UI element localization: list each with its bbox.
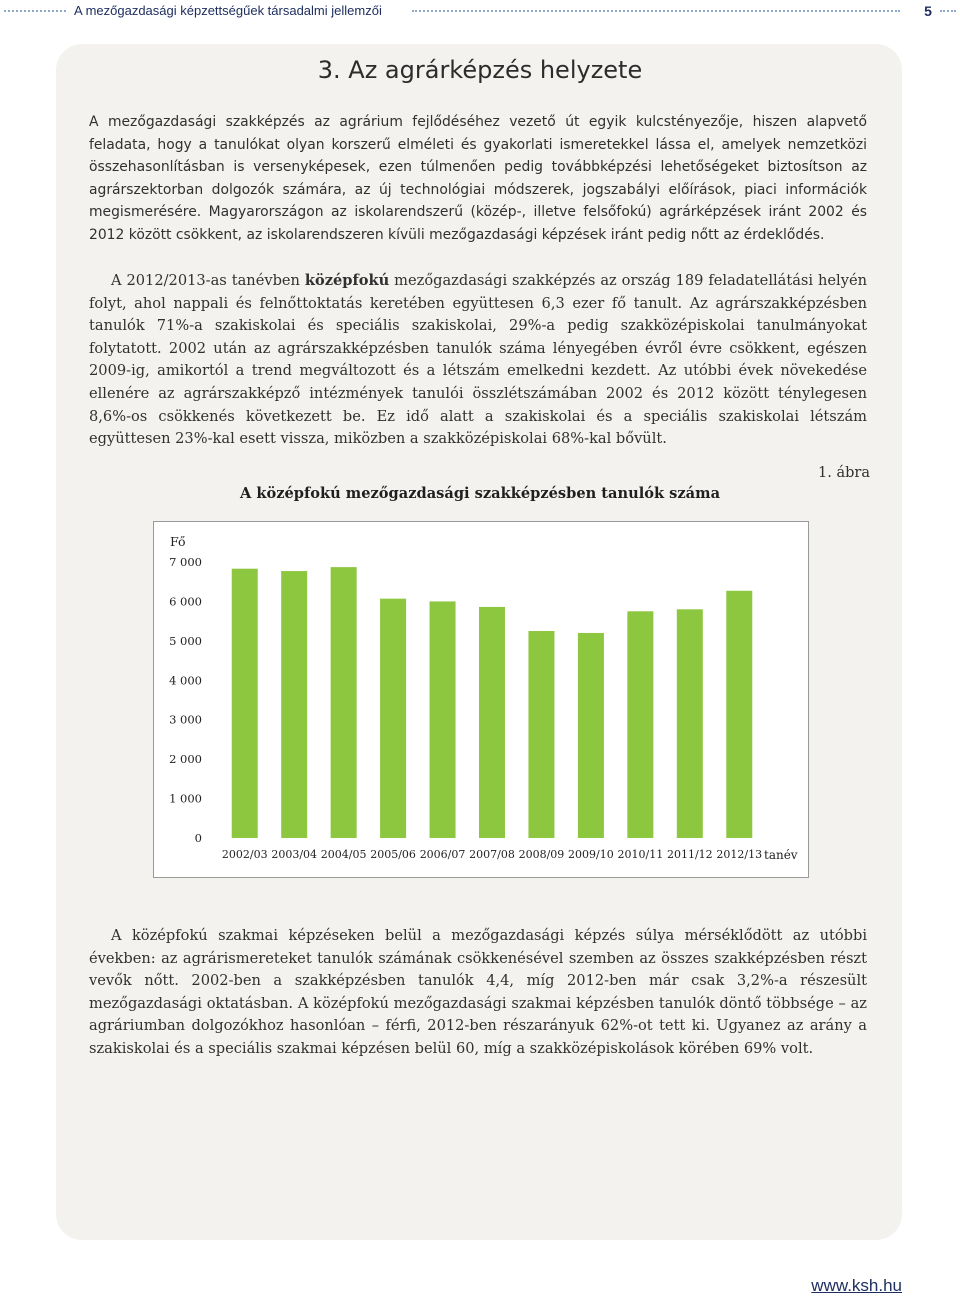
header-dotted-rule-right [412,10,900,12]
paragraph-3 [89,925,867,1061]
x-tick-label: 2006/07 [419,848,466,861]
paragraph-2 [89,270,867,451]
p3-text: A középfokú szakmai képzéseken belül a mezőgazdasági képzés súlya mérséklődött az utóbbi években: az agrárismereteket tanulók számának csökkenésével szemben az összes szakképzésben részt vevők nőtt. 2002-ben a szakképzésben tanulók 4,4, míg 2012-ben már csak 3,2%-a részesült mezőgazdasági oktatásban. A középfokú mezőgazdasági szakmai képzésben tanulók döntő többsége – az agráriumban dolgozókhoz hasonlóan – férfi, 2012-ben részarányuk 62%-ot tett ki. Ugyanez az arány a szakiskolai és a speciális szakmai képzésen belül 60, míg a szakközépiskolások körében 69% volt. [89,927,867,1057]
x-tick-label: 2011/12 [666,848,713,861]
x-axis-title: tanév [764,848,798,862]
running-title: A mezőgazdasági képzettségűek társadalmi jellemzői [74,3,382,18]
bar-2004-05 [331,567,357,838]
page-number: 5 [924,3,932,19]
y-tick-label: 5 000 [169,633,202,648]
bar-chart [153,521,809,878]
y-tick-label: 6 000 [169,594,202,609]
x-tick-label: 2005/06 [370,848,416,861]
y-tick-label: 1 000 [169,791,202,806]
y-axis-title: Fő [170,534,186,549]
p2-bold-word: középfokú [304,272,390,289]
bar-2010-11 [627,611,653,838]
x-tick-label: 2007/08 [469,848,515,861]
y-tick-label: 7 000 [169,555,202,569]
bar-2003-04 [281,571,307,838]
y-tick-label: 0 [194,831,202,845]
x-tick-label: 2008/09 [518,848,565,861]
x-tick-label: 2003/04 [271,848,318,861]
x-tick-label: 2009/10 [568,848,614,861]
intro-paragraph [89,111,867,247]
x-tick-label: 2002/03 [221,848,268,861]
header-dotted-rule-end [940,10,956,12]
chart-title: A középfokú mezőgazdasági szakképzésben tanulók száma [239,485,721,502]
bar-2005-06 [380,599,406,838]
bar-2002-03 [232,569,258,838]
y-tick-label: 3 000 [169,712,202,727]
bar-2007-08 [479,607,505,838]
section-title: 3. Az agrárképzés helyzete [317,56,643,84]
running-header [0,0,960,24]
bar-2008-09 [528,631,554,838]
footer-website-link[interactable]: www.ksh.hu [811,1276,902,1295]
intro-text: A mezőgazdasági szakképzés az agrárium fejlődéséhez vezető út egyik kulcstényezője, hiszen alapvető feladata, hogy a tanulókat olyan korszerű elméleti és gyakorlati ismeretekkel lássa el, amelyek nemzetközi összehasonlításban is versenyképesek, ezen túlmenően pedig továbbképzési lehetőségeket biztosítson az agrárszektorban dolgozók számára, az új technológiai módszerek, jogszabályi előírások, piaci információk megismerésére. [89,114,867,221]
x-tick-label: 2012/13 [716,848,763,861]
bar-2006-07 [430,601,456,838]
x-tick-label: 2010/11 [617,848,664,861]
intro-text-cont: Magyarországon az iskolarendszerű (közép-, illetve felsőfokú) agrárképzések iránt 2002 és 2012 között csökkent, az iskolarendszeren kívüli mezőgazdasági képzések iránt pedig nőtt az érdeklődés. [89,204,867,243]
y-tick-label: 2 000 [169,752,202,767]
bar-2009-10 [578,633,604,838]
p2-text-start: A 2012/2013-as tanévben [111,272,305,289]
figure-label: 1. ábra [818,465,870,481]
p2-text-rest: mezőgazdasági szakképzés az ország 189 feladatellátási helyén folyt, ahol nappali és felnőttoktatás keretében együttesen 6,3 ezer fő tanult. Az agrárszakképzésben tanulók 71%-a szakiskolai és speciális szakiskolai, 29%-a pedig szakközépiskolai tanulmányokat folytatott. 2002 után az agrárszakképzésben tanulók száma lényegében évről évre csökkent, egészen 2009-ig, amikortól a trend megváltozott és a létszám emelkedni kezdett. Az utóbbi évek növekedése ellenére az agrárszakképző intézmények tanulói összlétszámában 2002 és 2012 között ténylegesen 8,6%-os csökkenés következett be. Ez idő alatt a szakiskolai és a speciális szakiskolai létszám együttesen 23%-kal esett vissza, miközben a szakközépiskolai 68%-kal bővült. [89,272,867,448]
x-tick-label: 2004/05 [320,848,367,861]
bar-2011-12 [677,609,703,838]
y-tick-label: 4 000 [169,673,202,688]
chart-canvas [154,522,808,877]
bar-2012-13 [726,591,752,838]
header-dotted-rule-left [4,10,66,12]
